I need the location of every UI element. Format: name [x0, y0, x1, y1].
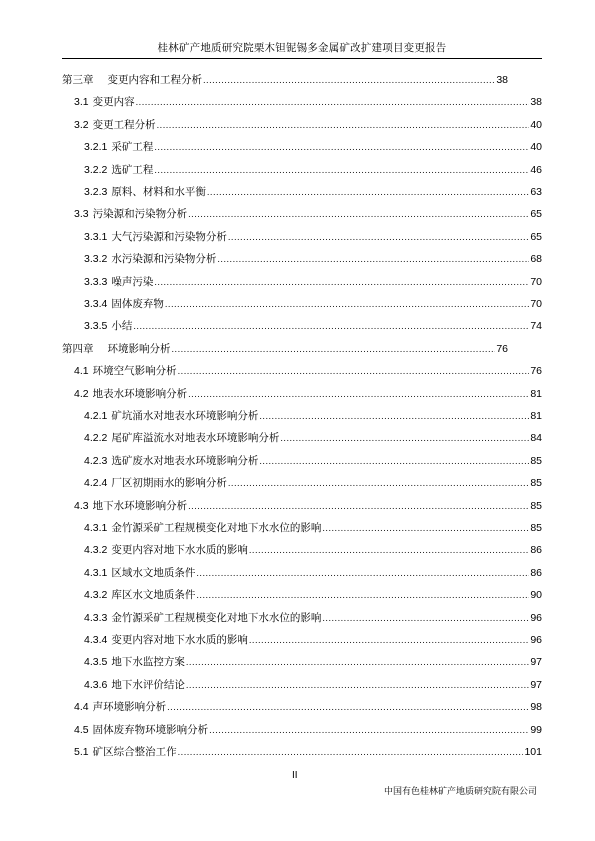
toc-entry-number: 3.3: [74, 208, 89, 221]
toc-entry-page: 40: [530, 141, 542, 154]
toc-entry-title: 库区水文地质条件: [111, 589, 196, 602]
toc-entry[interactable]: [84, 520, 542, 536]
toc-entry[interactable]: [84, 542, 542, 558]
toc-entry-number: 4.3.3: [84, 611, 108, 624]
toc-entry[interactable]: [74, 699, 542, 715]
toc-entry[interactable]: [74, 117, 542, 133]
toc-entry-title: 采矿工程: [111, 141, 154, 154]
toc-leader-dots: [228, 233, 529, 242]
toc-entry[interactable]: [62, 341, 508, 357]
toc-entry-title: 矿坑涌水对地表水环境影响分析: [111, 410, 259, 422]
toc-entry-page: 81: [530, 387, 542, 400]
toc-entry-number: 5.1: [74, 746, 89, 758]
toc-entry-title: 环境影响分析: [107, 342, 171, 355]
toc-entry-page: 38: [530, 96, 542, 109]
toc-entry-page: 90: [530, 589, 542, 602]
toc-leader-dots: [228, 479, 529, 488]
toc-entry-number: 3.3.1: [84, 230, 108, 243]
toc-entry[interactable]: [84, 654, 542, 670]
toc-entry[interactable]: [62, 72, 508, 88]
toc-entry-title: 固体废弃物环境影响分析: [92, 723, 209, 736]
toc-entry-number: 4.2.4: [84, 477, 108, 490]
toc-entry-number: 4.5: [74, 723, 89, 736]
toc-entry-number: 3.3.3: [84, 275, 108, 288]
toc-leader-dots: [188, 390, 529, 399]
toc-leader-dots: [322, 614, 529, 623]
toc-entry-number: 3.2.1: [84, 141, 108, 154]
footer-organization: 中国有色桂林矿产地质研究院有限公司: [383, 787, 537, 797]
toc-entry-page: 74: [530, 320, 542, 333]
toc-entry-page: 85: [530, 454, 542, 467]
toc-entry-title: 固体废弃物: [111, 298, 164, 310]
toc-entry-page: 85: [530, 522, 542, 534]
toc-entry-title: 变更内容: [92, 96, 135, 109]
toc-entry-title: 尾矿库溢流水对地表水环境影响分析: [111, 432, 280, 445]
toc-entry[interactable]: [74, 206, 542, 222]
toc-entry-number: 4.2.1: [84, 410, 108, 422]
toc-leader-dots: [167, 703, 529, 712]
toc-leader-dots: [259, 457, 529, 466]
toc-entry-title: 地下水环境影响分析: [92, 499, 188, 512]
toc-leader-dots: [322, 524, 529, 533]
toc-entry-page: 63: [530, 186, 542, 198]
toc-entry[interactable]: [84, 318, 542, 334]
toc-entry-number: 4.1: [74, 365, 89, 378]
toc-entry-page: 99: [530, 723, 542, 736]
toc-entry-title: 变更内容对地下水水质的影响: [111, 634, 248, 646]
toc-entry[interactable]: [84, 677, 542, 693]
toc-entry-title: 小结: [111, 320, 133, 333]
toc-entry[interactable]: [74, 94, 542, 110]
toc-entry-title: 声环境影响分析: [92, 701, 167, 714]
toc-entry-title: 大气污染源和污染物分析: [111, 230, 227, 243]
toc-entry-number: 4.2.3: [84, 454, 108, 467]
toc-entry-page: 84: [530, 432, 542, 445]
toc-entry-number: 3.3.2: [84, 253, 108, 266]
toc-entry-title: 选矿废水对地表水环境影响分析: [111, 454, 259, 467]
toc-entry[interactable]: [84, 139, 542, 155]
toc-entry-title: 污染源和污染物分析: [92, 208, 188, 221]
toc-entry[interactable]: [84, 565, 542, 581]
toc-entry-number: 第四章: [62, 342, 94, 355]
toc-leader-dots: [209, 726, 529, 735]
toc-entry[interactable]: [84, 430, 542, 446]
toc-entry-page: 101: [524, 746, 542, 758]
toc-entry[interactable]: [84, 610, 542, 626]
toc-entry-page: 97: [530, 678, 542, 691]
toc-leader-dots: [165, 300, 529, 309]
toc-entry-title: 选矿工程: [111, 163, 154, 176]
toc-entry[interactable]: [84, 274, 542, 290]
toc-leader-dots: [188, 502, 529, 511]
header-divider: [62, 58, 542, 59]
toc-leader-dots: [259, 412, 529, 421]
toc-leader-dots: [249, 546, 529, 555]
toc-entry[interactable]: [84, 632, 542, 648]
toc-entry-page: 65: [530, 208, 542, 221]
toc-leader-dots: [217, 255, 529, 264]
toc-leader-dots: [178, 748, 524, 757]
toc-entry-page: 68: [530, 253, 542, 266]
toc-entry-title: 地下水评价结论: [111, 678, 185, 691]
toc-entry[interactable]: [84, 453, 542, 469]
toc-entry-number: 4.3.6: [84, 678, 108, 691]
toc-entry[interactable]: [74, 498, 542, 514]
toc-entry-title: 地下水监控方案: [111, 656, 185, 669]
toc-entry-number: 4.2.2: [84, 432, 108, 445]
toc-entry-number: 4.3.2: [84, 589, 108, 602]
toc-entry-number: 3.3.5: [84, 320, 108, 333]
toc-entry-number: 3.2: [74, 118, 89, 131]
toc-entry-number: 4.4: [74, 701, 89, 714]
toc-entry-page: 38: [496, 74, 508, 86]
toc-entry[interactable]: [74, 722, 542, 738]
toc-entry-page: 86: [530, 544, 542, 557]
toc-entry-page: 76: [530, 365, 542, 378]
toc-entry[interactable]: [84, 251, 542, 267]
toc-leader-dots: [136, 98, 530, 107]
toc-leader-dots: [186, 681, 529, 690]
toc-leader-dots: [207, 188, 529, 197]
toc-entry-page: 76: [496, 342, 508, 355]
toc-entry[interactable]: [74, 386, 542, 402]
toc-entry-title: 环境空气影响分析: [92, 365, 177, 378]
toc-entry-title: 区域水文地质条件: [111, 566, 196, 579]
toc-entry-title: 地表水环境影响分析: [92, 387, 188, 400]
toc-entry-number: 3.3.4: [84, 298, 108, 310]
toc-leader-dots: [172, 345, 496, 354]
toc-leader-dots: [203, 76, 495, 85]
toc-entry-title: 变更内容对地下水水质的影响: [111, 544, 248, 557]
toc-entry[interactable]: [84, 587, 542, 603]
toc-entry[interactable]: [84, 162, 542, 178]
toc-entry-title: 水污染源和污染物分析: [111, 253, 217, 266]
toc-entry-title: 变更工程分析: [92, 118, 156, 131]
toc-entry-number: 4.3.1: [84, 522, 108, 534]
toc-entry-number: 3.2.3: [84, 186, 108, 198]
toc-entry-page: 97: [530, 656, 542, 669]
toc-leader-dots: [186, 658, 529, 667]
toc-entry-number: 4.2: [74, 387, 89, 400]
toc-entry-page: 85: [530, 477, 542, 490]
toc-entry-page: 70: [530, 275, 542, 288]
toc-entry-page: 65: [530, 230, 542, 243]
running-header: 桂林矿产地质研究院栗木钽铌锡多金属矿改扩建项目变更报告: [157, 42, 447, 54]
toc-entry-number: 4.3: [74, 499, 89, 512]
toc-entry-title: 噪声污染: [111, 275, 154, 288]
toc-entry-number: 4.3.1: [84, 566, 108, 579]
toc-leader-dots: [178, 367, 530, 376]
toc-entry-page: 81: [530, 410, 542, 422]
page-number: II: [292, 770, 298, 781]
toc-entry-title: 厂区初期雨水的影响分析: [111, 477, 227, 490]
toc-entry-number: 3.2.2: [84, 163, 108, 176]
toc-entry-page: 86: [530, 566, 542, 579]
toc-entry[interactable]: [74, 744, 542, 760]
toc-entry[interactable]: [84, 184, 542, 200]
toc-entry-number: 3.1: [74, 96, 89, 109]
toc-entry-title: 变更内容和工程分析: [107, 74, 202, 86]
toc-entry-page: 96: [530, 611, 542, 624]
toc-entry-page: 85: [530, 499, 542, 512]
toc-leader-dots: [196, 591, 529, 600]
toc-entry[interactable]: [84, 296, 542, 312]
toc-entry-title: 金竹源采矿工程规模变化对地下水水位的影响: [111, 522, 322, 534]
toc-leader-dots: [249, 636, 529, 645]
toc-entry[interactable]: [84, 229, 542, 245]
toc-leader-dots: [133, 322, 529, 331]
toc-entry-number: 第三章: [62, 74, 94, 86]
toc-leader-dots: [196, 569, 529, 578]
toc-entry[interactable]: [84, 475, 542, 491]
toc-entry-number: 4.3.5: [84, 656, 108, 669]
toc-entry-title: 矿区综合整治工作: [92, 746, 177, 758]
toc-entry-title: 原料、材料和水平衡: [111, 186, 206, 198]
toc-entry[interactable]: [74, 363, 542, 379]
toc-leader-dots: [280, 434, 529, 443]
toc-leader-dots: [154, 143, 529, 152]
toc-entry-page: 98: [530, 701, 542, 714]
toc-entry-page: 96: [530, 634, 542, 646]
toc-leader-dots: [157, 121, 530, 130]
toc-leader-dots: [154, 166, 529, 175]
toc-entry[interactable]: [84, 408, 542, 424]
toc-entry-number: 4.3.2: [84, 544, 108, 557]
toc-leader-dots: [188, 210, 529, 219]
toc-leader-dots: [154, 278, 529, 287]
toc-entry-page: 46: [530, 163, 542, 176]
toc-entry-title: 金竹源采矿工程规模变化对地下水水位的影响: [111, 611, 322, 624]
toc-entry-page: 40: [530, 118, 542, 131]
toc-entry-page: 70: [530, 298, 542, 310]
toc-entry-number: 4.3.4: [84, 634, 108, 646]
